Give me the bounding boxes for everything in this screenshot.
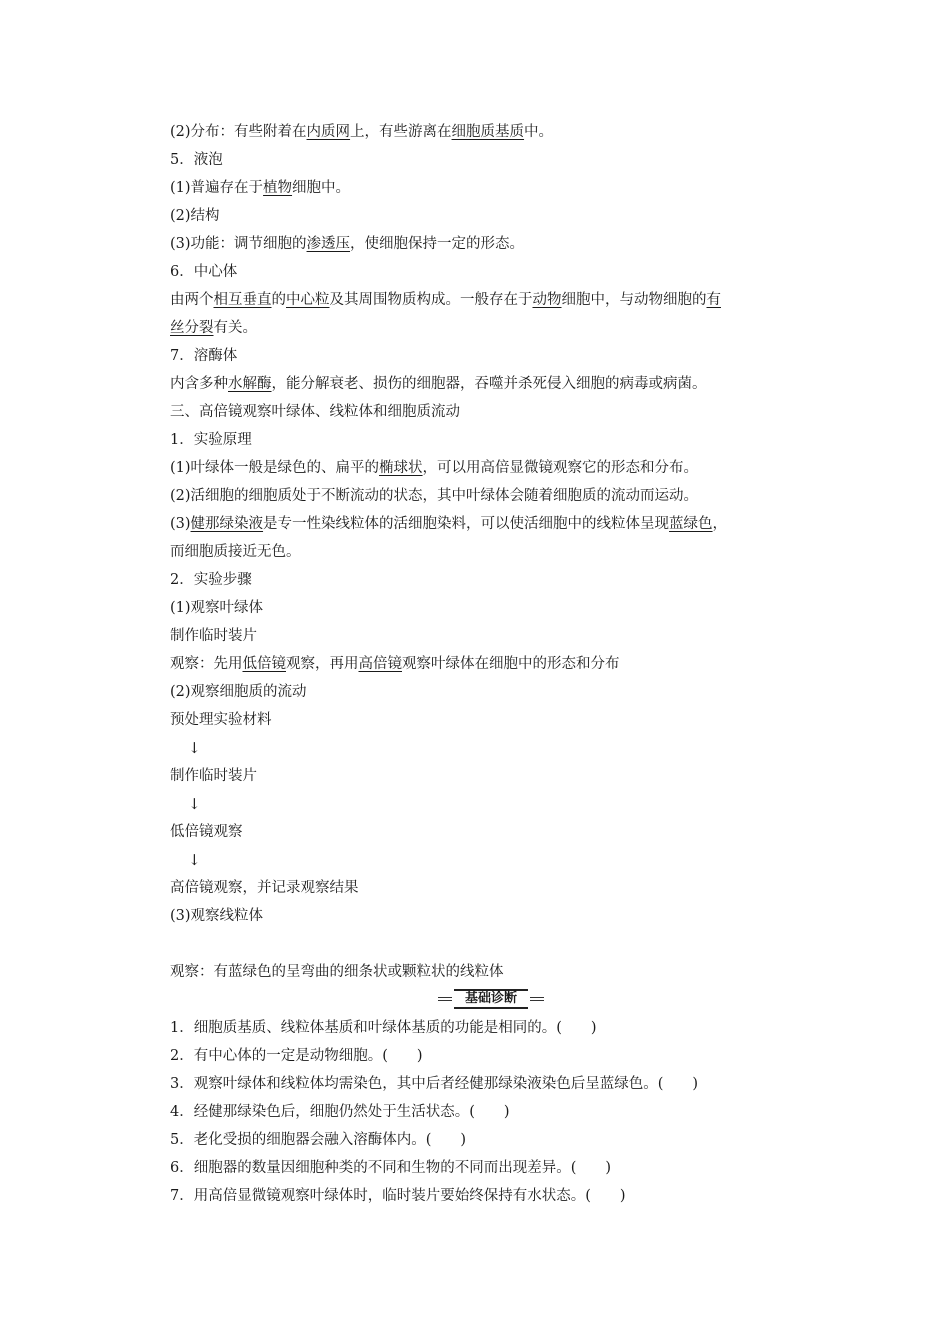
text: 及其周围物质构成。一般存在于 <box>329 292 533 308</box>
section-banner <box>436 989 546 1007</box>
underlined-answer: 低倍镜 <box>242 656 286 672</box>
underlined-answer: 蓝绿色 <box>669 516 713 532</box>
text: 是专一性染线粒体的活细胞染料，可以使活细胞中的线粒体呈现 <box>263 516 670 532</box>
text: ，使细胞保持一定的形态。 <box>350 236 525 252</box>
flow-step: 低倍镜观察 <box>170 824 243 840</box>
down-arrow-icon: ↓ <box>188 795 201 813</box>
question-item: 6．细胞器的数量因细胞种类的不同和生物的不同而出现差异。( ) <box>170 1160 612 1176</box>
text: (3)功能：调节细胞的 <box>170 236 307 252</box>
flow-step: 预处理实验材料 <box>170 712 272 728</box>
text: 由两个 <box>170 292 214 308</box>
text: ， <box>712 516 728 532</box>
principle-1 <box>170 458 698 478</box>
heading-centrosome: 6．中心体 <box>170 264 238 280</box>
question-item: 2．有中心体的一定是动物细胞。( ) <box>170 1048 423 1064</box>
vacuole-structure: (2)结构 <box>170 208 220 224</box>
text: (3) <box>170 516 191 532</box>
principle-heading: 1．实验原理 <box>170 432 252 448</box>
principle-2: (2)活细胞的细胞质处于不断流动的状态，其中叶绿体会随着细胞质的流动而运动。 <box>170 488 699 504</box>
text: 细胞中。 <box>292 180 351 196</box>
underlined-answer: 细胞质基质 <box>451 124 525 140</box>
text: (2)分布：有些附着在 <box>170 124 307 140</box>
flow-step: 高倍镜观察，并记录观察结果 <box>170 880 359 896</box>
question-item: 1．细胞质基质、线粒体基质和叶绿体基质的功能是相同的。( ) <box>170 1020 597 1036</box>
banner-title: 基础诊断 <box>454 989 528 1009</box>
principle-3 <box>170 514 727 534</box>
text: 观察，再用 <box>286 656 359 672</box>
text: ，能分解衰老、损伤的细胞器，吞噬并杀死侵入细胞的病毒或病菌。 <box>271 376 707 392</box>
text: 观察：先用 <box>170 656 243 672</box>
text: 观察叶绿体在细胞中的形态和分布 <box>402 656 620 672</box>
flow-step: 制作临时装片 <box>170 768 257 784</box>
text: (1)普遍存在于 <box>170 180 264 196</box>
steps-heading: 2．实验步骤 <box>170 572 252 588</box>
underlined-answer: 植物 <box>263 180 293 196</box>
underlined-answer: 椭球状 <box>379 460 423 476</box>
text: 有关。 <box>213 320 257 336</box>
vacuole-location <box>170 178 350 198</box>
underlined-answer: 健那绿染液 <box>190 516 264 532</box>
step-mitochondria: (3)观察线粒体 <box>170 908 264 924</box>
centrosome-desc-cont <box>170 318 257 338</box>
text: 的 <box>271 292 286 308</box>
down-arrow-icon: ↓ <box>188 851 201 869</box>
centrosome-desc <box>170 290 721 310</box>
question-item: 5．老化受损的细胞器会融入溶酶体内。( ) <box>170 1132 467 1148</box>
heading-vacuole: 5．液泡 <box>170 152 223 168</box>
step-cytoplasm: (2)观察细胞质的流动 <box>170 684 307 700</box>
text: 细胞中，与动物细胞的 <box>561 292 707 308</box>
step-mitochondria-observe: 观察：有蓝绿色的呈弯曲的细条状或颗粒状的线粒体 <box>170 964 504 980</box>
text: 上，有些游离在 <box>350 124 452 140</box>
text: 内含多种 <box>170 376 228 392</box>
question-item: 7．用高倍显微镜观察叶绿体时，临时装片要始终保持有水状态。( ) <box>170 1188 626 1204</box>
text: ，可以用高倍显微镜观察它的形态和分布。 <box>422 460 699 476</box>
underlined-answer: 水解酶 <box>228 376 272 392</box>
underlined-answer: 中心粒 <box>286 292 330 308</box>
lysosome-desc <box>170 374 707 394</box>
underlined-answer: 相互垂直 <box>213 292 272 308</box>
text: (1)叶绿体一般是绿色的、扁平的 <box>170 460 380 476</box>
down-arrow-icon: ↓ <box>188 739 201 757</box>
underlined-answer: 动物 <box>532 292 562 308</box>
step-chloroplast: (1)观察叶绿体 <box>170 600 264 616</box>
underlined-answer: 内质网 <box>306 124 351 140</box>
underlined-answer: 有 <box>706 292 721 308</box>
underlined-answer: 渗透压 <box>306 236 351 252</box>
text: 中。 <box>524 124 554 140</box>
ribosome-distribution <box>170 122 553 142</box>
step-chloroplast-observe <box>170 654 620 674</box>
question-item: 4．经健那绿染色后，细胞仍然处于生活状态。( ) <box>170 1104 510 1120</box>
heading-lysosome: 7．溶酶体 <box>170 348 238 364</box>
vacuole-function <box>170 234 524 254</box>
principle-3-cont: 而细胞质接近无色。 <box>170 544 301 560</box>
section-heading: 三、高倍镜观察叶绿体、线粒体和细胞质流动 <box>170 404 460 420</box>
question-item: 3．观察叶绿体和线粒体均需染色，其中后者经健那绿染液染色后呈蓝绿色。( ) <box>170 1076 699 1092</box>
banner-left-bar <box>438 997 452 1001</box>
banner-right-bar <box>530 997 544 1001</box>
underlined-answer: 高倍镜 <box>358 656 402 672</box>
underlined-answer: 丝分裂 <box>170 320 214 336</box>
step-chloroplast-slide: 制作临时装片 <box>170 628 257 644</box>
